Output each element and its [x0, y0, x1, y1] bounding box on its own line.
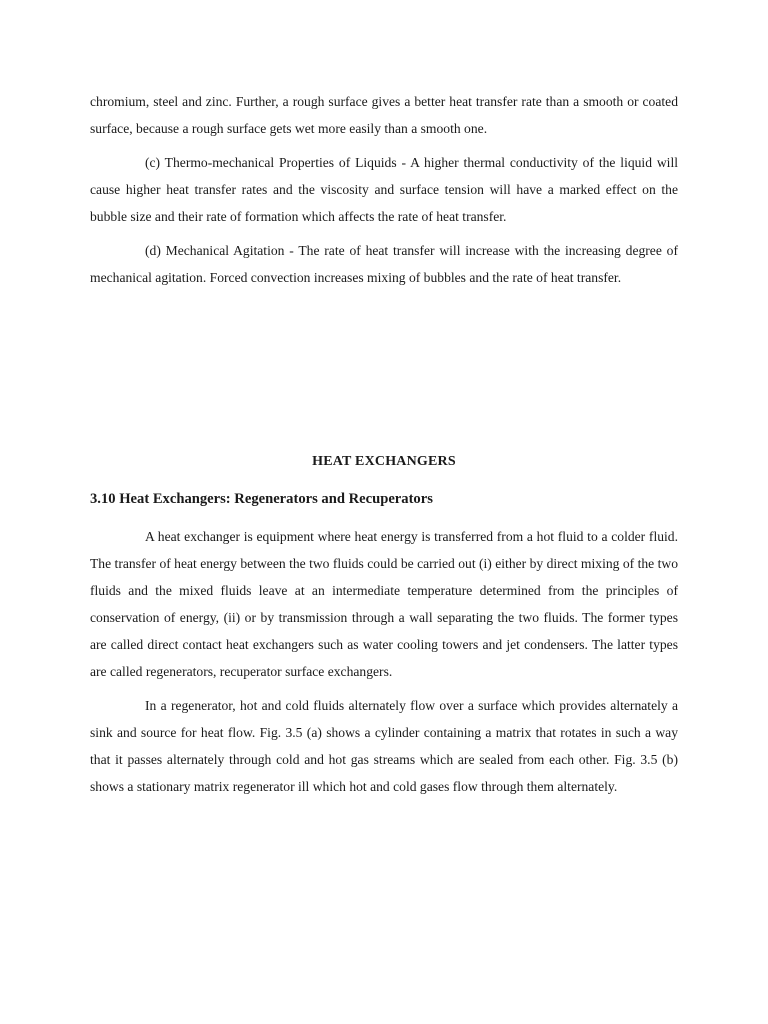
section-heading: 3.10 Heat Exchangers: Regenerators and Recuperators — [90, 491, 433, 507]
page-spacer — [90, 298, 678, 452]
paragraph-surface-roughness: chromium, steel and zinc. Further, a rough surface gives a better heat transfer rate than a smooth or coated surface, because a rough surface gets wet more easily than a smooth one. — [90, 94, 678, 136]
document-page — [90, 88, 678, 807]
paragraph-heat-exchanger-definition: A heat exchanger is equipment where heat energy is transferred from a hot fluid to a colder fluid. The transfer of heat energy between the two fluids could be carried out (i) either by direct mixing of the two fluids and the mixed fluids leave at an intermediate temperature determined from the principles of conservation of energy, (ii) or by transmission through a wall separating the two fluids. The former types are called direct contact heat exchangers such as water cooling towers and jet condensers. The latter types are called regenerators, recuperator surface exchangers. — [90, 529, 678, 679]
paragraph-thermo-mechanical-properties: (c) Thermo-mechanical Properties of Liquids - A higher thermal conductivity of the liquid will cause higher heat transfer rates and the viscosity and surface tension will have a marked effect on the bubble size and their rate of formation which affects the rate of heat transfer. — [90, 155, 678, 224]
paragraph-mechanical-agitation: (d) Mechanical Agitation - The rate of heat transfer will increase with the increasing degree of mechanical agitation. Forced convection increases mixing of bubbles and the rate of heat transfer. — [90, 243, 678, 285]
paragraph-regenerator: In a regenerator, hot and cold fluids alternately flow over a surface which provides alternately a sink and source for heat flow. Fig. 3.5 (a) shows a cylinder containing a matrix that rotates in such a way that it passes alternately through cold and hot gas streams which are sealed from each other. Fig. 3.5 (b) shows a stationary matrix regenerator ill which hot and cold gases flow through them alternately. — [90, 698, 678, 794]
chapter-heading: HEAT EXCHANGERS — [312, 454, 456, 469]
